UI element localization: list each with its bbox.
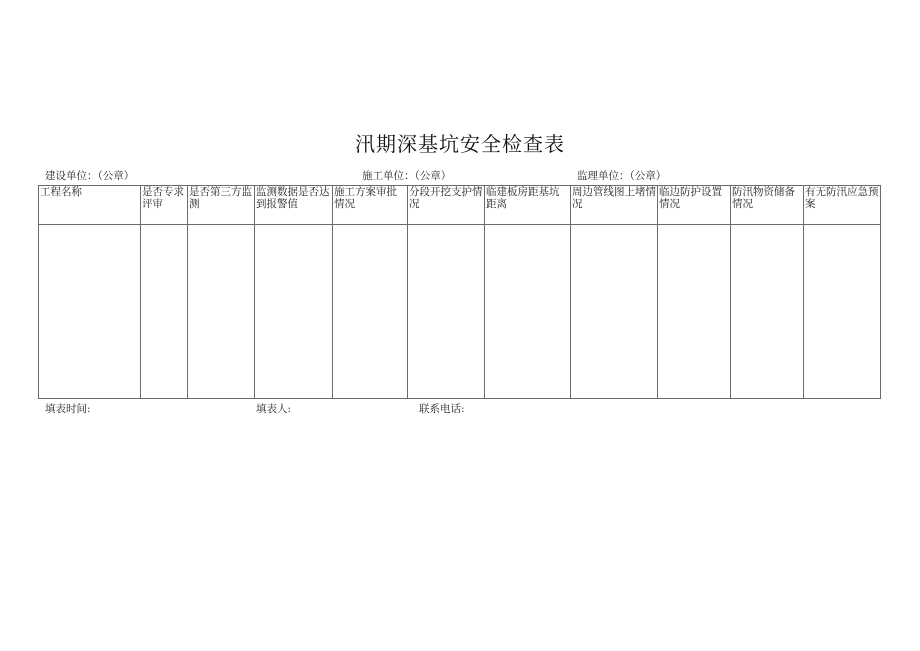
header-flood-supplies: 防汛物资储备情况 xyxy=(731,186,804,225)
header-pipeline-status: 周边管线图上堵情况 xyxy=(571,186,658,225)
cell-excavation-support[interactable] xyxy=(408,225,485,399)
table-row xyxy=(39,225,881,399)
header-plan-approval: 施工方案审批情况 xyxy=(333,186,408,225)
header-temp-housing-distance: 临建板房距基坑距离 xyxy=(485,186,571,225)
header-edge-protection: 临边防护设置情况 xyxy=(658,186,731,225)
header-emergency-plan: 有无防汛应急预案 xyxy=(804,186,881,225)
cell-temp-housing-distance[interactable] xyxy=(485,225,571,399)
construction-unit-label: 建设单位：（公章） xyxy=(45,170,135,182)
cell-alarm-value[interactable] xyxy=(255,225,333,399)
fill-time-label: 填表时间: xyxy=(45,403,91,415)
page-title: 汛期深基坑安全检查表 xyxy=(355,132,565,156)
header-alarm-value: 监测数据是否达到报警值 xyxy=(255,186,333,225)
table-header-row xyxy=(39,186,881,225)
cell-emergency-plan[interactable] xyxy=(804,225,881,399)
header-third-party-monitoring: 是否第三方监测 xyxy=(188,186,255,225)
cell-project-name[interactable] xyxy=(39,225,141,399)
filler-label: 填表人: xyxy=(256,403,292,415)
phone-label: 联系电话: xyxy=(419,403,465,415)
header-project-name: 工程名称 xyxy=(39,186,141,225)
builder-unit-label: 施工单位：（公章） xyxy=(362,170,452,182)
cell-expert-review[interactable] xyxy=(141,225,188,399)
cell-third-party-monitoring[interactable] xyxy=(188,225,255,399)
cell-pipeline-status[interactable] xyxy=(571,225,658,399)
cell-edge-protection[interactable] xyxy=(658,225,731,399)
inspection-table xyxy=(38,185,881,399)
cell-flood-supplies[interactable] xyxy=(731,225,804,399)
cell-plan-approval[interactable] xyxy=(333,225,408,399)
header-excavation-support: 分段开挖支护情况 xyxy=(408,186,485,225)
supervision-unit-label: 监理单位：（公章） xyxy=(577,170,667,182)
header-expert-review: 是否专求评审 xyxy=(141,186,188,225)
